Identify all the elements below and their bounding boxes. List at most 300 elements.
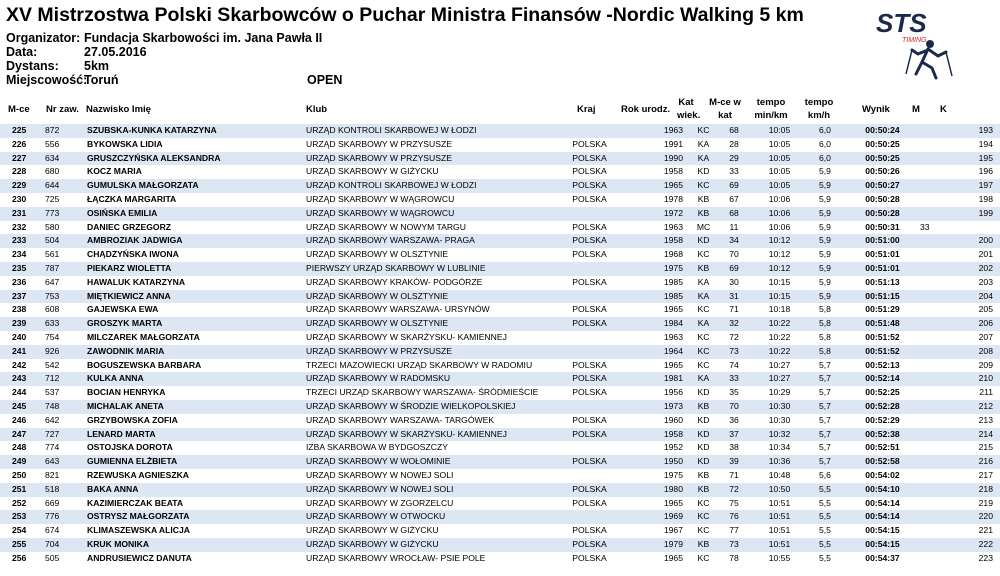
table-row: [0, 138, 1000, 152]
cell-club: URZĄD SKARBOWY WARSZAWA- TARGÓWEK: [306, 414, 568, 428]
cell-place: 245: [0, 400, 45, 414]
cell-club: URZĄD SKARBOWY W PRZYSUSZE: [306, 345, 568, 359]
cell-speed: 5,7: [805, 428, 845, 442]
cell-name: KULKA ANNA: [87, 372, 306, 386]
cell-rank-m: [920, 400, 946, 414]
cell-bib: 633: [45, 317, 87, 331]
cell-age-cat: KB: [693, 469, 714, 483]
cell-name: BYKOWSKA LIDIA: [87, 138, 306, 152]
cell-bib: 561: [45, 248, 87, 262]
cell-place: 234: [0, 248, 45, 262]
cell-bib: 647: [45, 276, 87, 290]
cell-country: [568, 331, 611, 345]
cell-name: LENARD MARTA: [87, 428, 306, 442]
cell-result: 00:54:14: [845, 510, 920, 524]
cell-place: 253: [0, 510, 45, 524]
cell-cat-rank: 11: [714, 221, 754, 235]
sts-timing-logo: [872, 4, 958, 80]
cell-pace: 10:36: [754, 455, 805, 469]
cell-bib: 712: [45, 372, 87, 386]
cell-rank-m: [920, 441, 946, 455]
cell-bib: 753: [45, 290, 87, 304]
col-cat-rank: [706, 96, 744, 122]
cell-age-cat: KA: [693, 276, 714, 290]
cell-birth-year: 1963: [611, 124, 693, 138]
col-speed-l1: tempo: [804, 97, 834, 108]
table-row: [0, 552, 1000, 566]
cell-club: IZBA SKARBOWA W BYDGOSZCZY: [306, 441, 568, 455]
cell-country: POLSKA: [568, 276, 611, 290]
cell-country: POLSKA: [568, 386, 611, 400]
cell-result: 00:52:28: [845, 400, 920, 414]
table-row: [0, 290, 1000, 304]
cell-rank-m: [920, 524, 946, 538]
table-row: [0, 386, 1000, 400]
meta-value: Toruń: [84, 73, 119, 87]
cell-birth-year: 1958: [611, 165, 693, 179]
cell-bib: 787: [45, 262, 87, 276]
cell-cat-rank: 33: [714, 165, 754, 179]
cell-name: KOCZ MARIA: [87, 165, 306, 179]
cell-result: 00:52:13: [845, 359, 920, 373]
table-row: [0, 359, 1000, 373]
cell-birth-year: 1965: [611, 497, 693, 511]
cell-speed: 5,7: [805, 441, 845, 455]
cell-club: URZĄD SKARBOWY KRAKÓW- PODGÓRZE: [306, 276, 568, 290]
cell-rank-m: 33: [920, 221, 946, 235]
cell-club: URZĄD SKARBOWY W WĄGROWCU: [306, 207, 568, 221]
cell-pace: 10:15: [754, 290, 805, 304]
cell-place: 233: [0, 234, 45, 248]
cell-speed: 5,9: [805, 262, 845, 276]
cell-pace: 10:48: [754, 469, 805, 483]
cell-country: POLSKA: [568, 552, 611, 566]
cell-age-cat: KB: [693, 262, 714, 276]
table-row: [0, 248, 1000, 262]
cell-name: GRUSZCZYŃSKA ALEKSANDRA: [87, 152, 306, 166]
cell-place: 249: [0, 455, 45, 469]
table-row: [0, 414, 1000, 428]
cell-place: 240: [0, 331, 45, 345]
meta-label: Organizator:: [6, 31, 81, 45]
col-cat-rank-l1: M-ce w: [709, 97, 741, 108]
cell-country: POLSKA: [568, 414, 611, 428]
cell-speed: 5,9: [805, 290, 845, 304]
cell-birth-year: 1973: [611, 400, 693, 414]
cell-rank-m: [920, 469, 946, 483]
table-row: [0, 207, 1000, 221]
cell-speed: 5,7: [805, 359, 845, 373]
cell-age-cat: KC: [693, 345, 714, 359]
cell-place: 235: [0, 262, 45, 276]
cell-age-cat: KC: [693, 359, 714, 373]
cell-rank-m: [920, 428, 946, 442]
col-pace-l2: min/km: [754, 110, 788, 121]
cell-country: POLSKA: [568, 359, 611, 373]
cell-rank-m: [920, 179, 946, 193]
cell-result: 00:50:28: [845, 207, 920, 221]
cell-bib: 537: [45, 386, 87, 400]
cell-name: KLIMASZEWSKA ALICJA: [87, 524, 306, 538]
cell-result: 00:50:25: [845, 138, 920, 152]
cell-cat-rank: 68: [714, 207, 754, 221]
cell-cat-rank: 35: [714, 386, 754, 400]
cell-result: 00:51:29: [845, 303, 920, 317]
cell-pace: 10:18: [754, 303, 805, 317]
col-country: Kraj: [577, 104, 596, 115]
cell-place: 244: [0, 386, 45, 400]
cell-club: URZĄD SKARBOWY WARSZAWA- PRAGA: [306, 234, 568, 248]
cell-pace: 10:12: [754, 262, 805, 276]
cell-cat-rank: 73: [714, 345, 754, 359]
cell-age-cat: KD: [693, 386, 714, 400]
cell-club: URZĄD SKARBOWY WARSZAWA- URSYNÓW: [306, 303, 568, 317]
cell-club: URZĄD SKARBOWY W OLSZTYNIE: [306, 317, 568, 331]
cell-cat-rank: 76: [714, 510, 754, 524]
cell-rank-m: [920, 303, 946, 317]
cell-place: 254: [0, 524, 45, 538]
cell-pace: 10:27: [754, 372, 805, 386]
cell-cat-rank: 77: [714, 524, 754, 538]
cell-club: PIERWSZY URZĄD SKARBOWY W LUBLINIE: [306, 262, 568, 276]
cell-rank-m: [920, 290, 946, 304]
cell-rank-k: 221: [946, 524, 1000, 538]
cell-rank-k: 220: [946, 510, 1000, 524]
cell-rank-m: [920, 359, 946, 373]
cell-country: [568, 469, 611, 483]
cell-country: POLSKA: [568, 524, 611, 538]
meta-value: Fundacja Skarbowości im. Jana Pawła II: [84, 31, 323, 45]
cell-cat-rank: 68: [714, 124, 754, 138]
cell-speed: 5,9: [805, 276, 845, 290]
table-row: [0, 124, 1000, 138]
cell-age-cat: KB: [693, 538, 714, 552]
cell-result: 00:51:01: [845, 262, 920, 276]
cell-rank-k: 194: [946, 138, 1000, 152]
table-row: [0, 497, 1000, 511]
cell-club: URZĄD SKARBOWY W WOŁOMINIE: [306, 455, 568, 469]
col-pace: [751, 96, 791, 122]
cell-cat-rank: 29: [714, 152, 754, 166]
cell-age-cat: KA: [693, 372, 714, 386]
cell-birth-year: 1968: [611, 248, 693, 262]
table-row: [0, 234, 1000, 248]
cell-age-cat: KD: [693, 165, 714, 179]
cell-name: SZUBSKA-KUNKA KATARZYNA: [87, 124, 306, 138]
cell-club: URZĄD KONTROLI SKARBOWEJ W ŁODZI: [306, 179, 568, 193]
cell-age-cat: KD: [693, 455, 714, 469]
cell-birth-year: 1991: [611, 138, 693, 152]
cell-rank-k: 214: [946, 428, 1000, 442]
cell-country: [568, 510, 611, 524]
cell-cat-rank: 70: [714, 400, 754, 414]
col-age-cat-l1: Kat: [678, 97, 694, 108]
cell-country: POLSKA: [568, 455, 611, 469]
col-speed: [802, 96, 836, 122]
col-name: Nazwisko Imię: [86, 104, 151, 115]
cell-club: URZĄD SKARBOWY W ŚRODZIE WIELKOPOLSKIEJ: [306, 400, 568, 414]
cell-rank-m: [920, 138, 946, 152]
cell-club: URZĄD SKARBOWY W PRZYSUSZE: [306, 152, 568, 166]
cell-place: 246: [0, 414, 45, 428]
cell-rank-k: 195: [946, 152, 1000, 166]
cell-cat-rank: 75: [714, 497, 754, 511]
cell-country: POLSKA: [568, 303, 611, 317]
cell-bib: 754: [45, 331, 87, 345]
cell-age-cat: KD: [693, 428, 714, 442]
cell-cat-rank: 32: [714, 317, 754, 331]
table-row: [0, 179, 1000, 193]
cell-birth-year: 1969: [611, 510, 693, 524]
cell-place: 230: [0, 193, 45, 207]
cell-result: 00:50:24: [845, 124, 920, 138]
cell-speed: 5,9: [805, 165, 845, 179]
cell-result: 00:54:15: [845, 524, 920, 538]
cell-result: 00:52:14: [845, 372, 920, 386]
cell-rank-m: [920, 165, 946, 179]
cell-rank-k: 223: [946, 552, 1000, 566]
cell-pace: 10:05: [754, 152, 805, 166]
cell-country: [568, 124, 611, 138]
cell-name: AMBROZIAK JADWIGA: [87, 234, 306, 248]
cell-pace: 10:22: [754, 331, 805, 345]
cell-pace: 10:22: [754, 317, 805, 331]
cell-club: URZĄD SKARBOWY W NOWEJ SOLI: [306, 469, 568, 483]
cell-pace: 10:15: [754, 276, 805, 290]
cell-rank-m: [920, 152, 946, 166]
cell-rank-k: 208: [946, 345, 1000, 359]
cell-result: 00:52:29: [845, 414, 920, 428]
cell-cat-rank: 39: [714, 455, 754, 469]
cell-name: OSTOJSKA DOROTA: [87, 441, 306, 455]
cell-cat-rank: 78: [714, 552, 754, 566]
cell-place: 228: [0, 165, 45, 179]
cell-birth-year: 1975: [611, 262, 693, 276]
cell-speed: 5,9: [805, 207, 845, 221]
cell-cat-rank: 71: [714, 303, 754, 317]
cell-rank-k: 204: [946, 290, 1000, 304]
cell-rank-k: 209: [946, 359, 1000, 373]
cell-pace: 10:05: [754, 179, 805, 193]
cell-result: 00:54:10: [845, 483, 920, 497]
cell-result: 00:50:27: [845, 179, 920, 193]
cell-pace: 10:51: [754, 497, 805, 511]
cell-club: URZĄD SKARBOWY W SKARŻYSKU- KAMIENNEJ: [306, 331, 568, 345]
cell-rank-m: [920, 207, 946, 221]
cell-bib: 644: [45, 179, 87, 193]
cell-pace: 10:22: [754, 345, 805, 359]
table-row: [0, 303, 1000, 317]
cell-birth-year: 1965: [611, 552, 693, 566]
cell-bib: 926: [45, 345, 87, 359]
cell-age-cat: KC: [693, 524, 714, 538]
cell-rank-k: 201: [946, 248, 1000, 262]
cell-rank-k: 216: [946, 455, 1000, 469]
cell-bib: 748: [45, 400, 87, 414]
cell-cat-rank: 36: [714, 414, 754, 428]
cell-birth-year: 1958: [611, 234, 693, 248]
meta-label: Dystans:: [6, 59, 59, 73]
cell-rank-k: 218: [946, 483, 1000, 497]
cell-birth-year: 1985: [611, 276, 693, 290]
cell-rank-k: 205: [946, 303, 1000, 317]
col-pace-l1: tempo: [756, 97, 786, 108]
cell-bib: 518: [45, 483, 87, 497]
cell-pace: 10:29: [754, 386, 805, 400]
cell-place: 247: [0, 428, 45, 442]
cell-country: POLSKA: [568, 317, 611, 331]
cell-speed: 5,5: [805, 497, 845, 511]
cell-result: 00:51:52: [845, 345, 920, 359]
cell-name: CHĄDZYŃSKA IWONA: [87, 248, 306, 262]
cell-name: GRZYBOWSKA ZOFIA: [87, 414, 306, 428]
cell-age-cat: KC: [693, 248, 714, 262]
cell-rank-k: 193: [946, 124, 1000, 138]
cell-name: OSIŃSKA EMILIA: [87, 207, 306, 221]
cell-place: 226: [0, 138, 45, 152]
cell-rank-k: 200: [946, 234, 1000, 248]
cell-name: MICHALAK ANETA: [87, 400, 306, 414]
cell-bib: 542: [45, 359, 87, 373]
cell-age-cat: KC: [693, 179, 714, 193]
cell-country: POLSKA: [568, 221, 611, 235]
cell-speed: 5,7: [805, 414, 845, 428]
cell-rank-k: 219: [946, 497, 1000, 511]
cell-cat-rank: 28: [714, 138, 754, 152]
meta-value: 27.05.2016: [84, 45, 147, 59]
cell-speed: 5,9: [805, 179, 845, 193]
cell-result: 00:51:48: [845, 317, 920, 331]
cell-rank-k: 202: [946, 262, 1000, 276]
cell-pace: 10:05: [754, 165, 805, 179]
cell-bib: 680: [45, 165, 87, 179]
cell-birth-year: 1980: [611, 483, 693, 497]
col-cat-rank-l2: kat: [718, 110, 732, 121]
cell-rank-k: [946, 221, 1000, 235]
meta-organizer: [6, 31, 322, 45]
cell-club: TRZECI URZĄD SKARBOWY WARSZAWA- ŚRÓDMIEŚCIE: [306, 386, 568, 400]
col-m: M: [912, 104, 920, 115]
cell-result: 00:51:13: [845, 276, 920, 290]
cell-rank-m: [920, 234, 946, 248]
cell-rank-m: [920, 386, 946, 400]
table-row: [0, 441, 1000, 455]
cell-pace: 10:12: [754, 248, 805, 262]
cell-rank-k: 222: [946, 538, 1000, 552]
col-bib: Nr zaw.: [46, 104, 79, 115]
cell-result: 00:54:37: [845, 552, 920, 566]
cell-name: BAKA ANNA: [87, 483, 306, 497]
cell-cat-rank: 72: [714, 331, 754, 345]
table-row: [0, 331, 1000, 345]
cell-rank-k: 210: [946, 372, 1000, 386]
cell-bib: 642: [45, 414, 87, 428]
cell-age-cat: KC: [693, 510, 714, 524]
cell-country: [568, 207, 611, 221]
cell-bib: 725: [45, 193, 87, 207]
cell-cat-rank: 69: [714, 179, 754, 193]
cell-birth-year: 1979: [611, 538, 693, 552]
cell-place: 243: [0, 372, 45, 386]
cell-cat-rank: 33: [714, 372, 754, 386]
cell-pace: 10:12: [754, 234, 805, 248]
cell-bib: 704: [45, 538, 87, 552]
col-birth-year: Rok urodz.: [621, 104, 671, 115]
cell-cat-rank: 74: [714, 359, 754, 373]
cell-pace: 10:06: [754, 207, 805, 221]
cell-club: URZĄD SKARBOWY W PRZYSUSZE: [306, 138, 568, 152]
cell-place: 236: [0, 276, 45, 290]
table-row: [0, 469, 1000, 483]
cell-name: BOGUSZEWSKA BARBARA: [87, 359, 306, 373]
cell-bib: 580: [45, 221, 87, 235]
logo-graphic: [872, 4, 958, 80]
cell-name: GAJEWSKA EWA: [87, 303, 306, 317]
cell-age-cat: KD: [693, 414, 714, 428]
meta-value: 5km: [84, 59, 110, 73]
cell-place: 237: [0, 290, 45, 304]
cell-place: 231: [0, 207, 45, 221]
cell-bib: 727: [45, 428, 87, 442]
cell-country: POLSKA: [568, 138, 611, 152]
cell-pace: 10:51: [754, 510, 805, 524]
cell-name: MIĘTKIEWICZ ANNA: [87, 290, 306, 304]
table-header: [0, 94, 960, 126]
results-table: [0, 124, 1000, 566]
cell-place: 225: [0, 124, 45, 138]
cell-result: 00:52:25: [845, 386, 920, 400]
cell-name: RZEWUSKA AGNIESZKA: [87, 469, 306, 483]
logo-subtext: TIMING: [902, 37, 927, 44]
cell-place: 241: [0, 345, 45, 359]
cell-country: [568, 400, 611, 414]
cell-result: 00:50:31: [845, 221, 920, 235]
cell-rank-m: [920, 345, 946, 359]
cell-birth-year: 1964: [611, 345, 693, 359]
cell-bib: 634: [45, 152, 87, 166]
cell-country: POLSKA: [568, 428, 611, 442]
cell-age-cat: KB: [693, 193, 714, 207]
cell-rank-m: [920, 262, 946, 276]
cell-bib: 872: [45, 124, 87, 138]
cell-result: 00:50:28: [845, 193, 920, 207]
cell-rank-m: [920, 538, 946, 552]
cell-birth-year: 1956: [611, 386, 693, 400]
table-row: [0, 538, 1000, 552]
category-label: OPEN: [307, 73, 343, 87]
cell-cat-rank: 31: [714, 290, 754, 304]
cell-rank-m: [920, 497, 946, 511]
cell-name: KRUK MONIKA: [87, 538, 306, 552]
cell-rank-k: 198: [946, 193, 1000, 207]
cell-place: 232: [0, 221, 45, 235]
cell-pace: 10:55: [754, 552, 805, 566]
cell-rank-m: [920, 317, 946, 331]
cell-rank-m: [920, 331, 946, 345]
cell-club: URZĄD SKARBOWY W WĄGROWCU: [306, 193, 568, 207]
cell-speed: 5,5: [805, 538, 845, 552]
meta-label: Miejscowość:: [6, 73, 88, 87]
cell-speed: 5,5: [805, 510, 845, 524]
cell-age-cat: KA: [693, 317, 714, 331]
cell-speed: 5,6: [805, 469, 845, 483]
cell-bib: 608: [45, 303, 87, 317]
cell-birth-year: 1981: [611, 372, 693, 386]
meta-date: [6, 45, 147, 59]
cell-birth-year: 1950: [611, 455, 693, 469]
cell-rank-k: 197: [946, 179, 1000, 193]
table-row: [0, 455, 1000, 469]
